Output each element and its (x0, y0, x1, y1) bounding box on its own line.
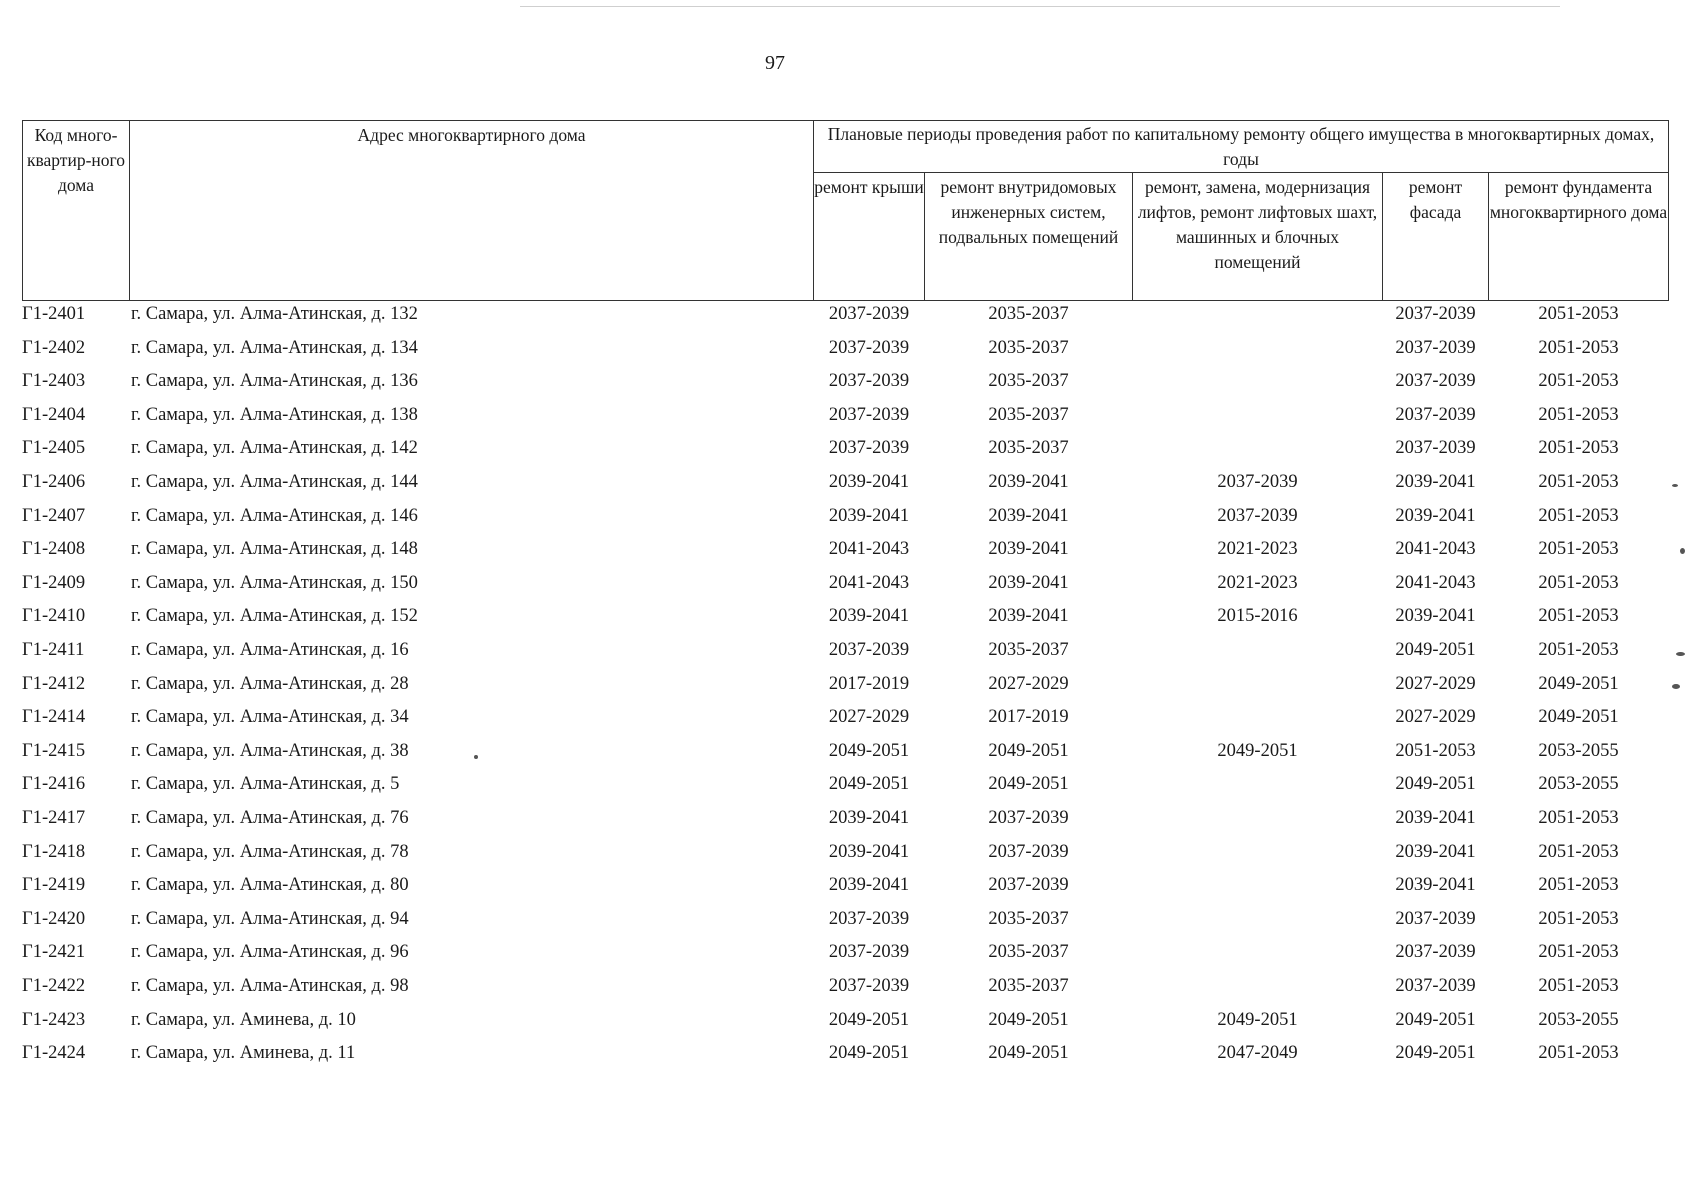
row-facade: 2041-2043 (1395, 539, 1476, 560)
row-code: Г1-2416 (22, 774, 86, 795)
row-systems: 2035-2037 (988, 404, 1069, 425)
row-facade: 2039-2041 (1395, 841, 1476, 862)
row-foundation: 2051-2053 (1538, 606, 1619, 627)
row-systems: 2039-2041 (988, 572, 1069, 593)
row-systems: 2017-2019 (988, 707, 1069, 728)
table-row (0, 533, 1707, 567)
row-facade: 2037-2039 (1395, 371, 1476, 392)
row-facade: 2041-2043 (1395, 572, 1476, 593)
row-roof: 2041-2043 (828, 539, 910, 560)
scan-edge-line (520, 6, 1560, 7)
row-facade: 2039-2041 (1395, 606, 1476, 627)
row-address: г. Самара, ул. Алма-Атинская, д. 28 (131, 673, 409, 694)
table-row (0, 466, 1707, 500)
row-address: г. Самара, ул. Алма-Атинская, д. 138 (131, 404, 418, 425)
row-foundation: 2049-2051 (1538, 707, 1619, 728)
row-roof: 2037-2039 (828, 942, 910, 963)
table-row (0, 500, 1707, 534)
row-systems: 2035-2037 (988, 942, 1069, 963)
row-lifts: 2049-2051 (1217, 740, 1298, 761)
row-address: г. Самара, ул. Алма-Атинская, д. 94 (131, 908, 409, 929)
row-facade: 2049-2051 (1395, 640, 1476, 660)
table-row (0, 332, 1707, 366)
row-systems: 2039-2041 (988, 539, 1069, 560)
header-lifts-cell (1132, 172, 1383, 301)
row-foundation: 2051-2053 (1538, 438, 1619, 459)
table-row (0, 365, 1707, 399)
row-facade: 2049-2051 (1395, 1009, 1476, 1030)
row-facade: 2049-2051 (1395, 1043, 1476, 1064)
table-row (0, 903, 1707, 937)
row-address: г. Самара, ул. Алма-Атинская, д. 132 (131, 304, 418, 324)
row-code: Г1-2407 (22, 505, 86, 526)
header-code-cell (22, 120, 130, 301)
row-facade: 2037-2039 (1395, 304, 1476, 324)
row-code: Г1-2415 (22, 740, 86, 761)
row-foundation: 2053-2055 (1538, 740, 1619, 761)
row-facade: 2027-2029 (1395, 707, 1476, 728)
row-foundation: 2051-2053 (1538, 908, 1619, 929)
row-address: г. Самара, ул. Алма-Атинская, д. 76 (131, 808, 409, 828)
row-foundation: 2051-2053 (1538, 875, 1619, 896)
row-roof: 2037-2039 (828, 337, 910, 358)
row-facade: 2037-2039 (1395, 337, 1476, 358)
table-row (0, 735, 1707, 769)
row-code: Г1-2422 (22, 976, 86, 996)
row-address: г. Самара, ул. Алма-Атинская, д. 142 (131, 438, 418, 459)
table-row (0, 399, 1707, 433)
row-lifts: 2049-2051 (1217, 1009, 1298, 1030)
row-systems: 2049-2051 (988, 1043, 1069, 1064)
row-foundation: 2051-2053 (1538, 640, 1619, 660)
row-roof: 2039-2041 (828, 875, 910, 896)
row-facade: 2037-2039 (1395, 438, 1476, 459)
row-lifts: 2021-2023 (1217, 539, 1298, 560)
row-foundation: 2053-2055 (1538, 1009, 1619, 1030)
header-systems-cell (924, 172, 1133, 301)
row-roof: 2027-2029 (828, 707, 910, 728)
row-systems: 2039-2041 (988, 505, 1069, 526)
row-foundation: 2051-2053 (1538, 337, 1619, 358)
row-systems: 2035-2037 (988, 640, 1069, 660)
scan-speck (1672, 484, 1678, 487)
header-address-cell (129, 120, 814, 301)
row-roof: 2049-2051 (828, 774, 910, 795)
row-systems: 2035-2037 (988, 304, 1069, 324)
header-foundation-cell (1488, 172, 1669, 301)
header-lifts-label: ремонт, замена, модернизация лифтов, ремонт лифтовых шахт, машинных и блочных помещений (1137, 177, 1378, 272)
row-roof: 2037-2039 (828, 640, 910, 660)
row-code: Г1-2419 (22, 875, 86, 896)
scan-speck (1680, 548, 1685, 554)
table-row (0, 836, 1707, 870)
table-row (0, 1004, 1707, 1038)
scan-speck (1672, 684, 1680, 689)
table-row (0, 298, 1707, 332)
table-row (0, 668, 1707, 702)
row-address: г. Самара, ул. Аминева, д. 10 (131, 1009, 356, 1030)
row-facade: 2037-2039 (1395, 976, 1476, 996)
row-foundation: 2051-2053 (1538, 572, 1619, 593)
row-foundation: 2053-2055 (1538, 774, 1619, 795)
table-row (0, 869, 1707, 903)
row-lifts: 2037-2039 (1217, 472, 1298, 492)
row-systems: 2039-2041 (988, 606, 1069, 627)
row-code: Г1-2408 (22, 539, 86, 560)
row-facade: 2039-2041 (1395, 808, 1476, 828)
row-foundation: 2051-2053 (1538, 539, 1619, 560)
row-address: г. Самара, ул. Алма-Атинская, д. 16 (131, 640, 409, 660)
row-address: г. Самара, ул. Алма-Атинская, д. 148 (131, 539, 418, 560)
table-row (0, 432, 1707, 466)
row-roof: 2039-2041 (828, 606, 910, 627)
row-systems: 2049-2051 (988, 1009, 1069, 1030)
row-systems: 2035-2037 (988, 908, 1069, 929)
header-facade-label: ремонт фасада (1408, 177, 1463, 222)
row-foundation: 2051-2053 (1538, 404, 1619, 425)
row-foundation: 2051-2053 (1538, 472, 1619, 492)
row-address: г. Самара, ул. Алма-Атинская, д. 78 (131, 841, 409, 862)
row-code: Г1-2418 (22, 841, 86, 862)
header-systems-label: ремонт внутридомовых инженерных систем, подвальных помещений (938, 177, 1119, 247)
row-code: Г1-2424 (22, 1043, 86, 1064)
row-address: г. Самара, ул. Аминева, д. 11 (131, 1043, 356, 1064)
row-foundation: 2051-2053 (1538, 304, 1619, 324)
row-code: Г1-2402 (22, 337, 86, 358)
row-code: Г1-2411 (22, 640, 85, 660)
row-code: Г1-2405 (22, 438, 86, 459)
header-roof-cell (813, 172, 925, 301)
row-roof: 2041-2043 (828, 572, 910, 593)
row-foundation: 2051-2053 (1538, 841, 1619, 862)
page-number: 97 (765, 52, 785, 74)
row-address: г. Самара, ул. Алма-Атинская, д. 146 (131, 505, 418, 526)
row-facade: 2037-2039 (1395, 942, 1476, 963)
row-facade: 2039-2041 (1395, 875, 1476, 896)
row-facade: 2037-2039 (1395, 404, 1476, 425)
row-systems: 2037-2039 (988, 841, 1069, 862)
row-facade: 2049-2051 (1395, 774, 1476, 795)
row-foundation: 2051-2053 (1538, 1043, 1619, 1064)
row-code: Г1-2421 (22, 942, 86, 963)
row-foundation: 2051-2053 (1538, 371, 1619, 392)
row-roof: 2017-2019 (828, 673, 910, 694)
row-roof: 2049-2051 (828, 1009, 910, 1030)
row-systems: 2035-2037 (988, 371, 1069, 392)
row-address: г. Самара, ул. Алма-Атинская, д. 150 (131, 572, 418, 593)
scan-speck (474, 755, 478, 759)
table-row (0, 701, 1707, 735)
row-code: Г1-2417 (22, 808, 86, 828)
row-systems: 2035-2037 (988, 438, 1069, 459)
row-address: г. Самара, ул. Алма-Атинская, д. 98 (131, 976, 409, 996)
table-row (0, 600, 1707, 634)
table-row (0, 936, 1707, 970)
row-foundation: 2051-2053 (1538, 976, 1619, 996)
row-systems: 2035-2037 (988, 337, 1069, 358)
header-address-label: Адрес многоквартирного дома (357, 125, 586, 145)
row-facade: 2037-2039 (1395, 908, 1476, 929)
table-row (0, 567, 1707, 601)
header-code-label: Код много-квартир-ного дома (26, 125, 126, 195)
row-roof: 2037-2039 (828, 371, 910, 392)
row-foundation: 2051-2053 (1538, 942, 1619, 963)
row-roof: 2037-2039 (828, 908, 910, 929)
row-facade: 2039-2041 (1395, 505, 1476, 526)
row-facade: 2051-2053 (1395, 740, 1476, 761)
row-foundation: 2049-2051 (1538, 673, 1619, 694)
row-roof: 2039-2041 (828, 841, 910, 862)
row-systems: 2039-2041 (988, 472, 1069, 492)
row-roof: 2049-2051 (828, 1043, 910, 1064)
row-code: Г1-2414 (22, 707, 86, 728)
row-address: г. Самара, ул. Алма-Атинская, д. 96 (131, 942, 409, 963)
row-code: Г1-2423 (22, 1009, 86, 1030)
row-code: Г1-2406 (22, 472, 86, 492)
row-code: Г1-2403 (22, 371, 86, 392)
header-foundation-label: ремонт фундамента многоквартирного дома (1489, 177, 1668, 222)
header-roof-label: ремонт крыши (814, 177, 924, 197)
row-code: Г1-2404 (22, 404, 86, 425)
row-address: г. Самара, ул. Алма-Атинская, д. 134 (131, 337, 418, 358)
table-row (0, 1037, 1707, 1071)
row-systems: 2037-2039 (988, 875, 1069, 896)
row-address: г. Самара, ул. Алма-Атинская, д. 80 (131, 875, 409, 896)
row-roof: 2039-2041 (828, 808, 910, 828)
row-code: Г1-2420 (22, 908, 86, 929)
header-facade-cell (1382, 172, 1489, 301)
row-foundation: 2051-2053 (1538, 505, 1619, 526)
row-roof: 2037-2039 (828, 438, 910, 459)
row-code: Г1-2412 (22, 673, 86, 694)
row-code: Г1-2401 (22, 304, 86, 324)
header-planned-periods-cell (813, 120, 1669, 173)
row-address: г. Самара, ул. Алма-Атинская, д. 136 (131, 371, 418, 392)
row-systems: 2049-2051 (988, 740, 1069, 761)
row-systems: 2027-2029 (988, 673, 1069, 694)
row-address: г. Самара, ул. Алма-Атинская, д. 144 (131, 472, 418, 492)
row-lifts: 2047-2049 (1217, 1043, 1298, 1064)
row-roof: 2039-2041 (828, 472, 910, 492)
row-address: г. Самара, ул. Алма-Атинская, д. 38 (131, 740, 409, 761)
row-lifts: 2015-2016 (1217, 606, 1298, 627)
table-row (0, 768, 1707, 802)
row-facade: 2039-2041 (1395, 472, 1476, 492)
row-address: г. Самара, ул. Алма-Атинская, д. 5 (131, 774, 400, 795)
row-facade: 2027-2029 (1395, 673, 1476, 694)
row-systems: 2037-2039 (988, 808, 1069, 828)
row-roof: 2037-2039 (828, 976, 910, 996)
row-address: г. Самара, ул. Алма-Атинская, д. 34 (131, 707, 409, 728)
row-roof: 2037-2039 (828, 304, 910, 324)
row-code: Г1-2409 (22, 572, 86, 593)
row-systems: 2035-2037 (988, 976, 1069, 996)
row-foundation: 2051-2053 (1538, 808, 1619, 828)
row-address: г. Самара, ул. Алма-Атинская, д. 152 (131, 606, 418, 627)
scan-speck (1676, 652, 1685, 656)
row-lifts: 2021-2023 (1217, 572, 1298, 593)
header-planned-periods-label: Плановые периоды проведения работ по капитальному ремонту общего имущества в многоквартирных домах, годы (827, 124, 1655, 169)
row-roof: 2049-2051 (828, 740, 910, 761)
table-row (0, 802, 1707, 836)
row-systems: 2049-2051 (988, 774, 1069, 795)
row-roof: 2037-2039 (828, 404, 910, 425)
table-row (0, 970, 1707, 1004)
table-row (0, 634, 1707, 668)
row-code: Г1-2410 (22, 606, 86, 627)
row-lifts: 2037-2039 (1217, 505, 1298, 526)
row-roof: 2039-2041 (828, 505, 910, 526)
